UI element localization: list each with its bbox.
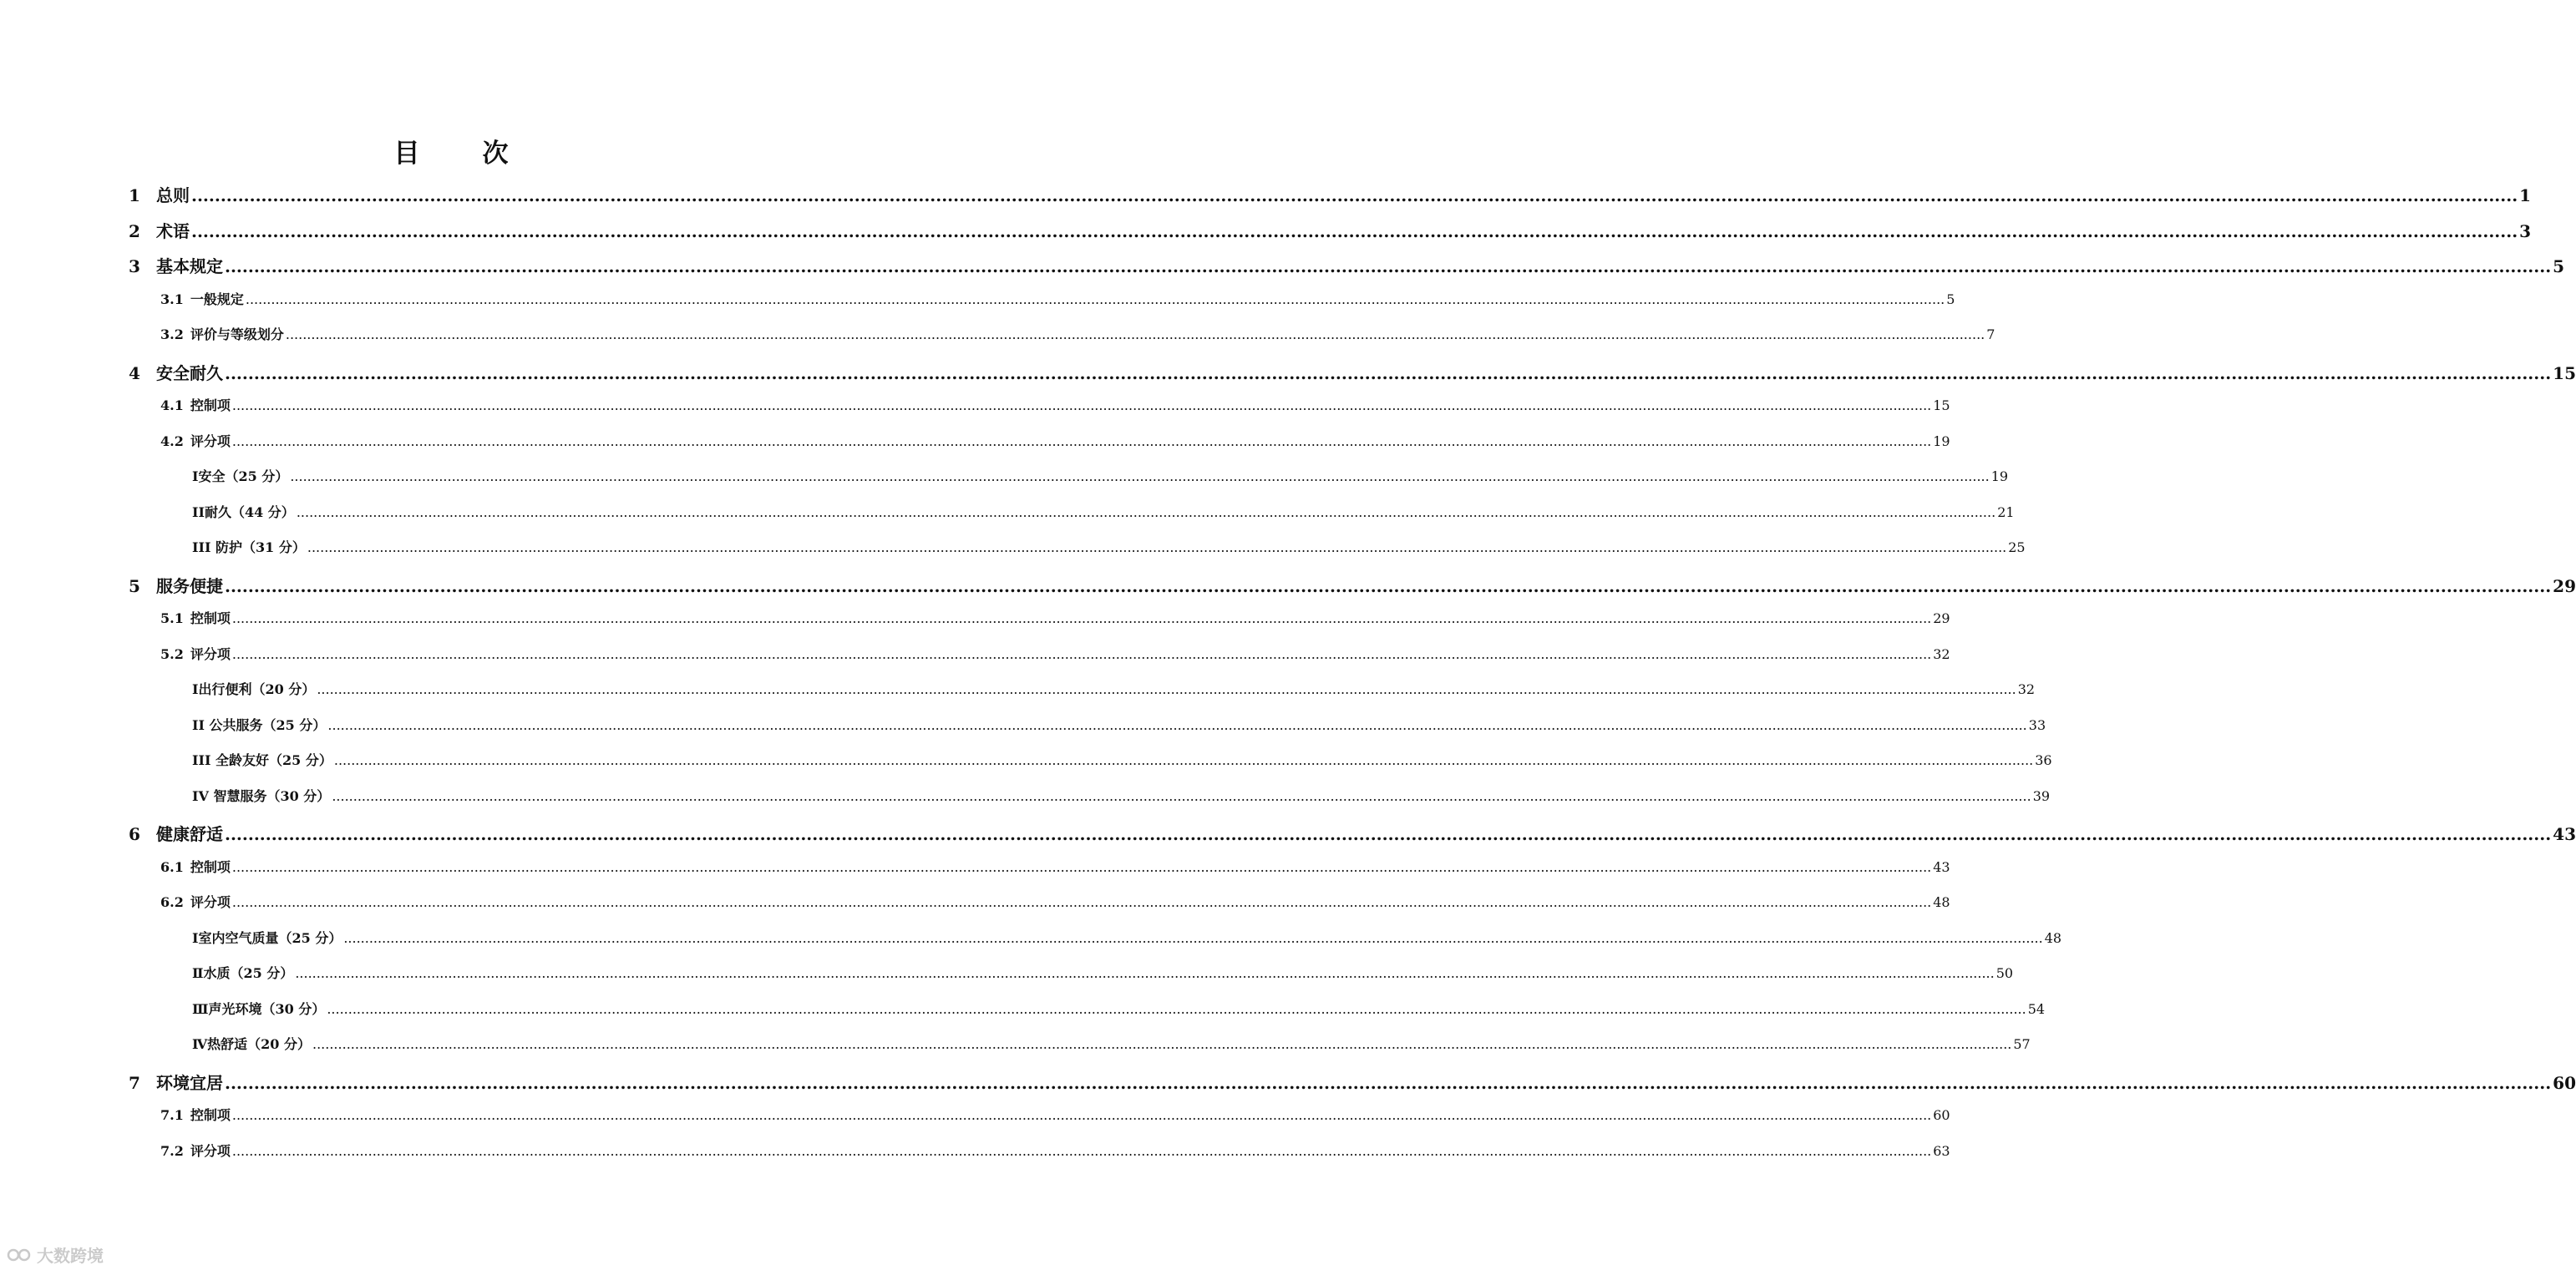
toc-entry-page: 15 <box>2553 362 2576 383</box>
toc-entry-page: 3 <box>2519 220 2532 241</box>
toc-entry[interactable] <box>129 253 2565 277</box>
toc-entry-label: 环境宜居 <box>156 1072 223 1093</box>
toc-entry-label: II耐久（44 分） <box>192 503 295 520</box>
toc-entry-number: 5 <box>129 575 140 596</box>
toc-entry-page: 60 <box>1933 1107 1950 1123</box>
toc-entry-label: Ⅰ室内空气质量（25 分） <box>192 929 342 946</box>
toc-leader-dots: ................................................................................................................................................................................................................................................................................................................................................................................................................ <box>225 362 2552 383</box>
toc-entry-number: 7 <box>129 1072 140 1093</box>
toc-entry[interactable] <box>160 1141 1950 1160</box>
toc-entry-page: 1 <box>2519 185 2532 205</box>
toc-leader-dots: ................................................................................................................................................................................................................................................................................................................................................................................................................ <box>307 539 2007 555</box>
toc-leader-dots: ................................................................................................................................................................................................................................................................................................................................................................................................................ <box>327 1000 2026 1017</box>
toc-entry-label: 健康舒适 <box>156 824 223 844</box>
toc-entry-page: 29 <box>2553 575 2576 596</box>
toc-leader-dots: ................................................................................................................................................................................................................................................................................................................................................................................................................ <box>225 256 2552 276</box>
toc-leader-dots: ................................................................................................................................................................................................................................................................................................................................................................................................................ <box>231 858 1932 875</box>
toc-entry-page: 57 <box>2013 1036 2031 1052</box>
watermark <box>7 1242 104 1267</box>
toc-entry-label: 术语 <box>156 220 190 241</box>
toc-entry-label: 服务便捷 <box>156 575 223 596</box>
toc-entry[interactable] <box>160 289 1955 308</box>
toc-leader-dots: ................................................................................................................................................................................................................................................................................................................................................................................................................ <box>312 1036 2012 1052</box>
toc-leader-dots: ................................................................................................................................................................................................................................................................................................................................................................................................................ <box>225 1072 2552 1093</box>
toc-entry-label: II 公共服务（25 分） <box>192 716 327 733</box>
toc-entry-page: 7 <box>1986 326 1995 342</box>
toc-entry[interactable] <box>192 466 2009 485</box>
toc-entry-label: 控制项 <box>190 1107 231 1123</box>
toc-entry-number: 3.1 <box>160 291 184 307</box>
toc-leader-dots: ................................................................................................................................................................................................................................................................................................................................................................................................................ <box>231 397 1932 413</box>
toc-entry-label: 评分项 <box>190 433 231 449</box>
toc-entry-page: 25 <box>2008 539 2026 555</box>
toc-entry-number: 4.1 <box>160 397 184 413</box>
toc-entry-label: Ⅰ出行便利（20 分） <box>192 681 316 697</box>
toc-entry[interactable] <box>192 750 2052 769</box>
toc-entry-page: 39 <box>2032 787 2051 804</box>
toc-entry-page: 50 <box>1995 965 2014 981</box>
toc-entry[interactable] <box>160 431 1950 450</box>
toc-entry-number: 7.2 <box>160 1142 184 1159</box>
toc-entry-number: 3 <box>129 256 140 276</box>
toc-entry[interactable] <box>192 502 2015 521</box>
toc-entry-label: 控制项 <box>190 610 231 626</box>
toc-entry-label: III 全龄友好（25 分） <box>192 752 332 768</box>
toc-entry-label: 评分项 <box>190 1142 231 1159</box>
toc-entry[interactable] <box>129 360 2576 384</box>
toc-leader-dots: ................................................................................................................................................................................................................................................................................................................................................................................................................ <box>245 291 1945 307</box>
toc-entry[interactable] <box>160 892 1950 911</box>
toc-entry-number: 6.1 <box>160 858 184 875</box>
toc-entry[interactable] <box>192 1034 2031 1053</box>
toc-entry-page: 32 <box>2017 681 2036 697</box>
toc-entry-page: 36 <box>2035 752 2052 768</box>
toc-entry-number: 4.2 <box>160 433 184 449</box>
toc-entry-page: 29 <box>1933 610 1950 626</box>
toc-entry[interactable] <box>160 1105 1950 1124</box>
toc-entry[interactable] <box>192 786 2051 805</box>
toc-leader-dots: ................................................................................................................................................................................................................................................................................................................................................................................................................ <box>225 575 2552 596</box>
toc-entry-page: 5 <box>2553 256 2565 276</box>
toc-entry-label: 评价与等级划分 <box>190 326 284 342</box>
toc-leader-dots: ................................................................................................................................................................................................................................................................................................................................................................................................................ <box>191 220 2518 241</box>
toc-entry-number: 2 <box>129 220 140 241</box>
toc-leader-dots: ................................................................................................................................................................................................................................................................................................................................................................................................................ <box>191 185 2518 205</box>
toc-entry-label: Ⅳ热舒适（20 分） <box>192 1036 311 1052</box>
toc-entry[interactable] <box>129 821 2576 845</box>
toc-entry-label: 控制项 <box>190 858 231 875</box>
toc-entry-page: 63 <box>1933 1142 1950 1159</box>
toc-entry-label: Ⅲ声光环境（30 分） <box>192 1000 326 1017</box>
toc-entry-page: 21 <box>1997 503 2015 520</box>
toc-entry[interactable] <box>192 715 2046 734</box>
toc-entry-page: 33 <box>2028 716 2046 733</box>
toc-entry[interactable] <box>129 182 2532 206</box>
toc-entry-number: 6 <box>129 824 140 844</box>
toc-entry[interactable] <box>192 928 2062 947</box>
toc-entry-label: III 防护（31 分） <box>192 539 306 555</box>
watermark-text: 大数跨境 <box>37 1246 104 1266</box>
toc-entry-number: 6.2 <box>160 894 184 910</box>
toc-leader-dots: ................................................................................................................................................................................................................................................................................................................................................................................................................ <box>327 716 2027 733</box>
toc-leader-dots: ................................................................................................................................................................................................................................................................................................................................................................................................................ <box>290 468 1990 484</box>
toc-leader-dots: ................................................................................................................................................................................................................................................................................................................................................................................................................ <box>231 894 1932 910</box>
toc-leader-dots: ................................................................................................................................................................................................................................................................................................................................................................................................................ <box>231 433 1932 449</box>
toc-entry[interactable] <box>160 395 1950 414</box>
toc-leader-dots: ................................................................................................................................................................................................................................................................................................................................................................................................................ <box>333 752 2034 768</box>
toc-entry[interactable] <box>192 999 2046 1018</box>
toc-entry-page: 60 <box>2553 1072 2576 1093</box>
toc-entry-number: 5.1 <box>160 610 184 626</box>
toc-entry[interactable] <box>129 1070 2576 1094</box>
toc-entry-page: 15 <box>1933 397 1950 413</box>
toc-entry-label: Ⅱ水质（25 分） <box>192 965 294 981</box>
toc-entry[interactable] <box>192 679 2036 698</box>
toc-entry-page: 19 <box>1933 433 1950 449</box>
toc-entry-label: I安全（25 分） <box>192 468 289 484</box>
toc-entry-number: 1 <box>129 185 140 205</box>
toc-entry-label: 基本规定 <box>156 256 223 276</box>
toc-leader-dots: ................................................................................................................................................................................................................................................................................................................................................................................................................ <box>231 1107 1932 1123</box>
toc-entry-page: 32 <box>1933 645 1950 662</box>
toc-entry-label: 评分项 <box>190 894 231 910</box>
brand-logo-icon <box>7 1246 32 1264</box>
toc-entry[interactable] <box>160 608 1950 627</box>
toc-leader-dots: ................................................................................................................................................................................................................................................................................................................................................................................................................ <box>231 645 1932 662</box>
toc-entry-label: 评分项 <box>190 645 231 662</box>
toc-entry-label: 一般规定 <box>190 291 244 307</box>
toc-entry[interactable] <box>192 537 2026 556</box>
toc-entry-page: 48 <box>1933 894 1950 910</box>
toc-leader-dots: ................................................................................................................................................................................................................................................................................................................................................................................................................ <box>225 824 2552 844</box>
toc-entry-page: 54 <box>2027 1000 2046 1017</box>
toc-entry-page: 5 <box>1946 291 1955 307</box>
toc-entry-number: 7.1 <box>160 1107 184 1123</box>
toc-leader-dots: ................................................................................................................................................................................................................................................................................................................................................................................................................ <box>231 1142 1932 1159</box>
toc-leader-dots: ................................................................................................................................................................................................................................................................................................................................................................................................................ <box>317 681 2016 697</box>
toc-entry-page: 19 <box>1990 468 2009 484</box>
toc-entry[interactable] <box>160 857 1950 876</box>
toc-leader-dots: ................................................................................................................................................................................................................................................................................................................................................................................................................ <box>332 787 2031 804</box>
toc-leader-dots: ................................................................................................................................................................................................................................................................................................................................................................................................................ <box>285 326 1985 342</box>
toc-entry-label: 控制项 <box>190 397 231 413</box>
page-title: 目 次 <box>393 139 527 169</box>
toc-entry-number: 5.2 <box>160 645 184 662</box>
toc-entry[interactable] <box>129 218 2532 242</box>
toc-entry-page: 43 <box>1933 858 1950 875</box>
toc-leader-dots: ................................................................................................................................................................................................................................................................................................................................................................................................................ <box>296 503 1996 520</box>
toc-entry-number: 4 <box>129 362 140 383</box>
toc-entry-page: 43 <box>2553 824 2576 844</box>
toc-entry-label: 总则 <box>156 185 190 205</box>
toc-entry[interactable] <box>192 963 2014 982</box>
toc-leader-dots: ................................................................................................................................................................................................................................................................................................................................................................................................................ <box>343 929 2043 946</box>
toc-leader-dots: ................................................................................................................................................................................................................................................................................................................................................................................................................ <box>231 610 1932 626</box>
toc-entry[interactable] <box>160 324 1995 343</box>
toc-entry[interactable] <box>160 644 1950 663</box>
toc-entry-number: 3.2 <box>160 326 184 342</box>
toc-entry-label: IV 智慧服务（30 分） <box>192 787 331 804</box>
toc-entry-label: 安全耐久 <box>156 362 223 383</box>
toc-entry-page: 48 <box>2044 929 2062 946</box>
toc-leader-dots: ................................................................................................................................................................................................................................................................................................................................................................................................................ <box>295 965 1995 981</box>
toc-entry[interactable] <box>129 573 2576 597</box>
